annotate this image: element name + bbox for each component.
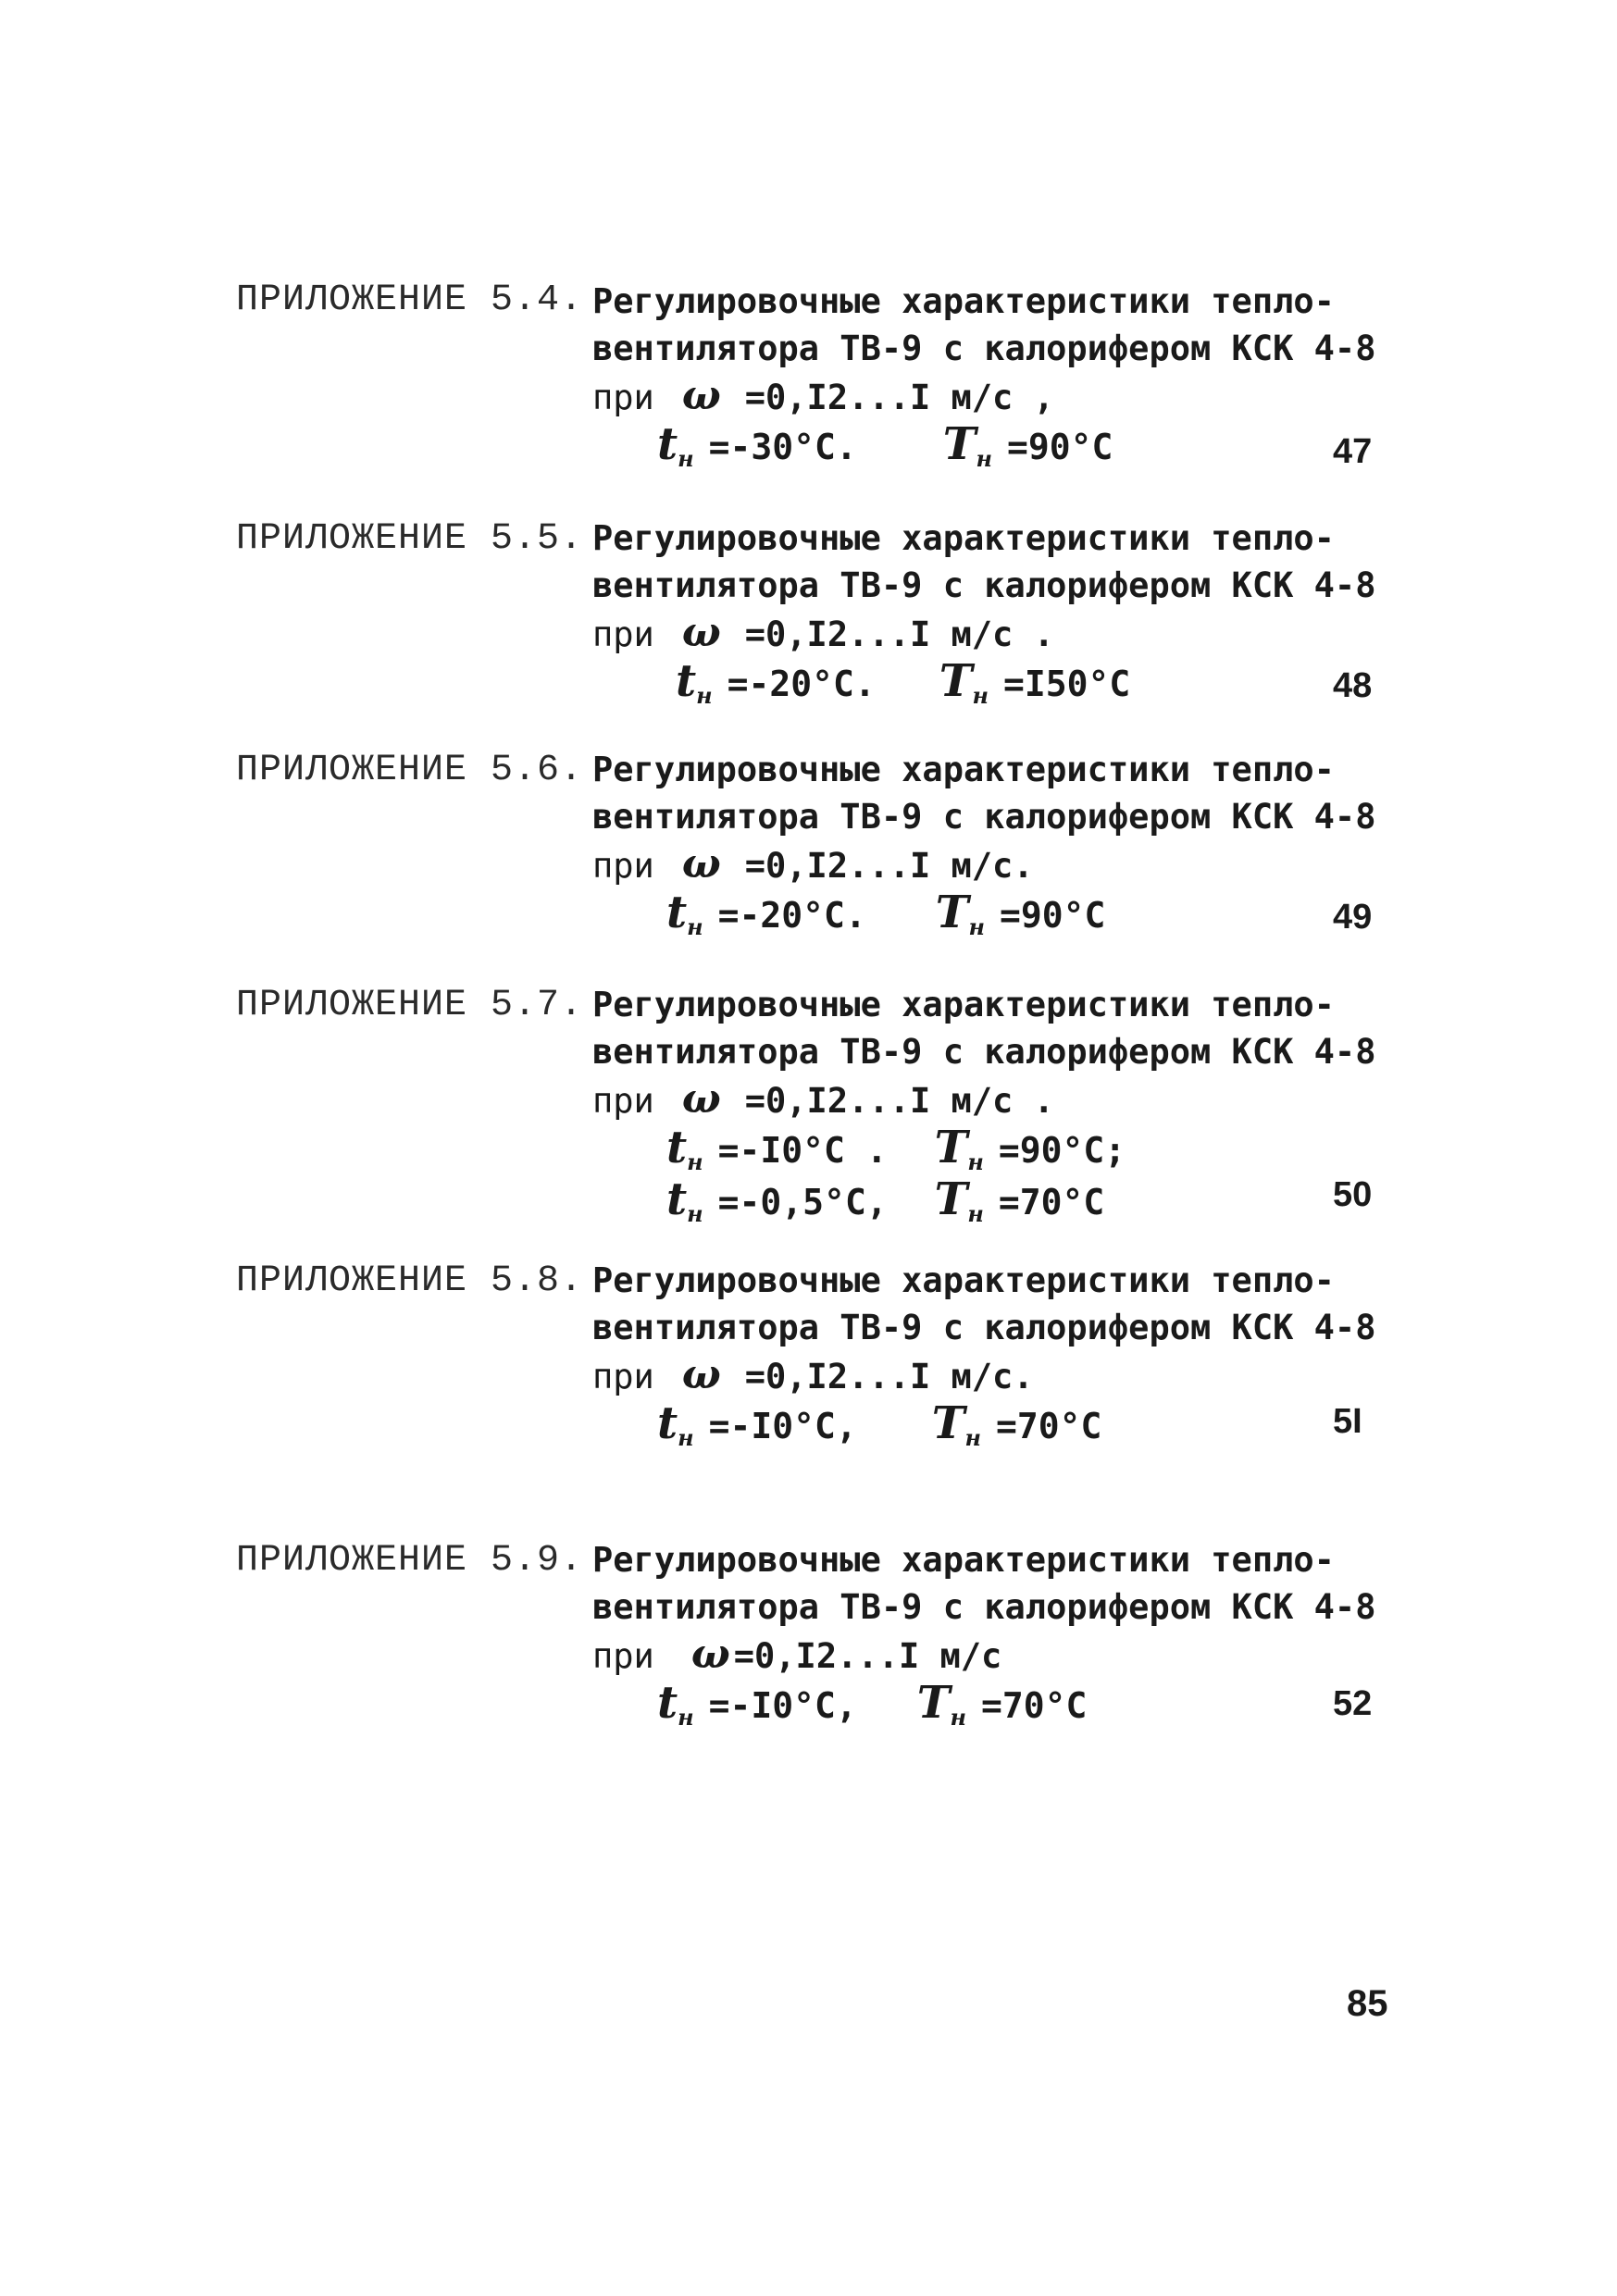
entry-body — [592, 515, 1376, 710]
title-line-1: Регулировочные характеристики тепло- — [592, 750, 1335, 789]
T-symbol: T — [934, 1173, 968, 1225]
title-line-2: вентилятора ТВ-9 с калорифером КСК 4-8 — [592, 1587, 1376, 1627]
T-subscript: н — [968, 913, 985, 940]
page-number: 85 — [1347, 1983, 1388, 2024]
omega-symbol: ω — [681, 840, 721, 887]
pri-label: при — [592, 1636, 654, 1676]
t-symbol: t — [657, 1677, 678, 1729]
temperature-condition — [657, 418, 1351, 473]
t-subscript: н — [687, 1148, 703, 1175]
t-subscript: н — [696, 682, 713, 709]
T-symbol: T — [939, 655, 973, 707]
T-subscript: н — [950, 1704, 966, 1731]
temperature-condition — [657, 1677, 1351, 1731]
appendix-label: ПРИЛОЖЕНИЕ 5.7. — [236, 985, 584, 1026]
appendix-label: ПРИЛОЖЕНИЕ 5.9. — [236, 1540, 584, 1582]
t-subscript: н — [678, 1424, 694, 1451]
title-line-2: вентилятора ТВ-9 с калорифером КСК 4-8 — [592, 1308, 1376, 1347]
page-reference: 47 — [1333, 432, 1373, 471]
T-value: =70°С — [980, 1685, 1088, 1726]
T-subscript: н — [967, 1200, 984, 1227]
omega-value: =0,I2...I м/с. — [744, 1357, 1034, 1396]
title-line-2: вентилятора ТВ-9 с калорифером КСК 4-8 — [592, 565, 1376, 605]
pri-label: при — [592, 614, 654, 654]
t-symbol: t — [666, 887, 688, 938]
T-symbol: T — [931, 1397, 965, 1449]
T-value: =70°С — [998, 1182, 1105, 1222]
T-symbol: T — [942, 418, 976, 470]
omega-symbol: ω — [681, 1351, 721, 1398]
T-value: =90°С — [1006, 427, 1113, 467]
T-symbol: T — [934, 1122, 968, 1173]
page-reference: 48 — [1333, 666, 1373, 705]
page-reference: 50 — [1333, 1175, 1373, 1214]
appendix-label: ПРИЛОЖЕНИЕ 5.4. — [236, 279, 584, 321]
omega-symbol: ω — [681, 1075, 721, 1123]
title-line-1: Регулировочные характеристики тепло- — [592, 985, 1335, 1024]
pri-label: при — [592, 1081, 654, 1121]
title-line-1: Регулировочные характеристики тепло- — [592, 1540, 1335, 1580]
T-value: =I50°С — [1002, 664, 1131, 704]
page-reference: 49 — [1333, 898, 1373, 937]
T-subscript: н — [972, 682, 989, 709]
appendix-label: ПРИЛОЖЕНИЕ 5.6. — [236, 750, 584, 791]
temperature-condition — [666, 1173, 1351, 1228]
omega-value: =0,I2...I м/с . — [744, 614, 1054, 654]
t-symbol: t — [666, 1173, 688, 1225]
t-symbol: t — [666, 1122, 688, 1173]
T-subscript: н — [964, 1424, 981, 1451]
t-value: =-I0°С . — [717, 1130, 888, 1171]
t-value: =-0,5°С, — [717, 1182, 888, 1222]
velocity-line — [592, 1351, 1351, 1400]
T-value: =90°С — [999, 895, 1106, 936]
pri-label: при — [592, 378, 654, 417]
T-value: =70°С — [995, 1406, 1102, 1446]
T-value: =90°С; — [998, 1130, 1126, 1171]
t-value: =-20°С. — [727, 664, 876, 704]
T-subscript: н — [976, 445, 992, 472]
page-reference: 5I — [1333, 1402, 1362, 1441]
t-subscript: н — [678, 445, 694, 472]
t-value: =-I0°С, — [708, 1685, 857, 1726]
omega-value: =0,I2...I м/с . — [744, 1081, 1054, 1121]
T-subscript: н — [967, 1148, 984, 1175]
title-line-1: Регулировочные характеристики тепло- — [592, 1260, 1335, 1300]
velocity-line — [592, 609, 1351, 658]
omega-value: =0,I2...I м/с , — [744, 378, 1054, 417]
title-line-2: вентилятора ТВ-9 с калорифером КСК 4-8 — [592, 1032, 1376, 1072]
omega-value: =0,I2...I м/с. — [744, 846, 1034, 886]
appendix-label: ПРИЛОЖЕНИЕ 5.5. — [236, 518, 584, 560]
velocity-line — [592, 840, 1351, 889]
title-line-2: вентилятора ТВ-9 с калорифером КСК 4-8 — [592, 329, 1376, 368]
T-symbol: T — [916, 1677, 951, 1729]
velocity-line — [592, 1075, 1351, 1124]
omega-symbol: ω — [681, 609, 721, 656]
omega-symbol: ω — [681, 372, 721, 419]
page-reference: 52 — [1333, 1684, 1373, 1723]
T-symbol: T — [935, 887, 969, 938]
temperature-condition — [676, 655, 1351, 710]
omega-value: =0,I2...I м/с — [733, 1636, 1002, 1676]
t-symbol: t — [676, 655, 697, 707]
temperature-condition — [657, 1397, 1351, 1452]
velocity-line — [592, 1631, 1351, 1680]
title-line-1: Регулировочные характеристики тепло- — [592, 281, 1335, 321]
entry-body — [592, 1257, 1376, 1452]
t-symbol: t — [657, 418, 678, 470]
t-value: =-20°С. — [717, 895, 866, 936]
t-subscript: н — [687, 1200, 703, 1227]
pri-label: при — [592, 846, 654, 886]
t-subscript: н — [678, 1704, 694, 1731]
title-line-2: вентилятора ТВ-9 с калорифером КСК 4-8 — [592, 797, 1376, 837]
t-subscript: н — [687, 913, 703, 940]
pri-label: при — [592, 1357, 654, 1396]
temperature-condition — [666, 1124, 1351, 1176]
omega-symbol: ω — [690, 1631, 730, 1678]
t-value: =-30°С. — [708, 427, 857, 467]
t-symbol: t — [657, 1397, 678, 1449]
title-line-1: Регулировочные характеристики тепло- — [592, 518, 1335, 558]
velocity-line — [592, 372, 1351, 421]
appendix-label: ПРИЛОЖЕНИЕ 5.8. — [236, 1260, 584, 1302]
t-value: =-I0°С, — [708, 1406, 857, 1446]
temperature-condition — [666, 889, 1351, 941]
